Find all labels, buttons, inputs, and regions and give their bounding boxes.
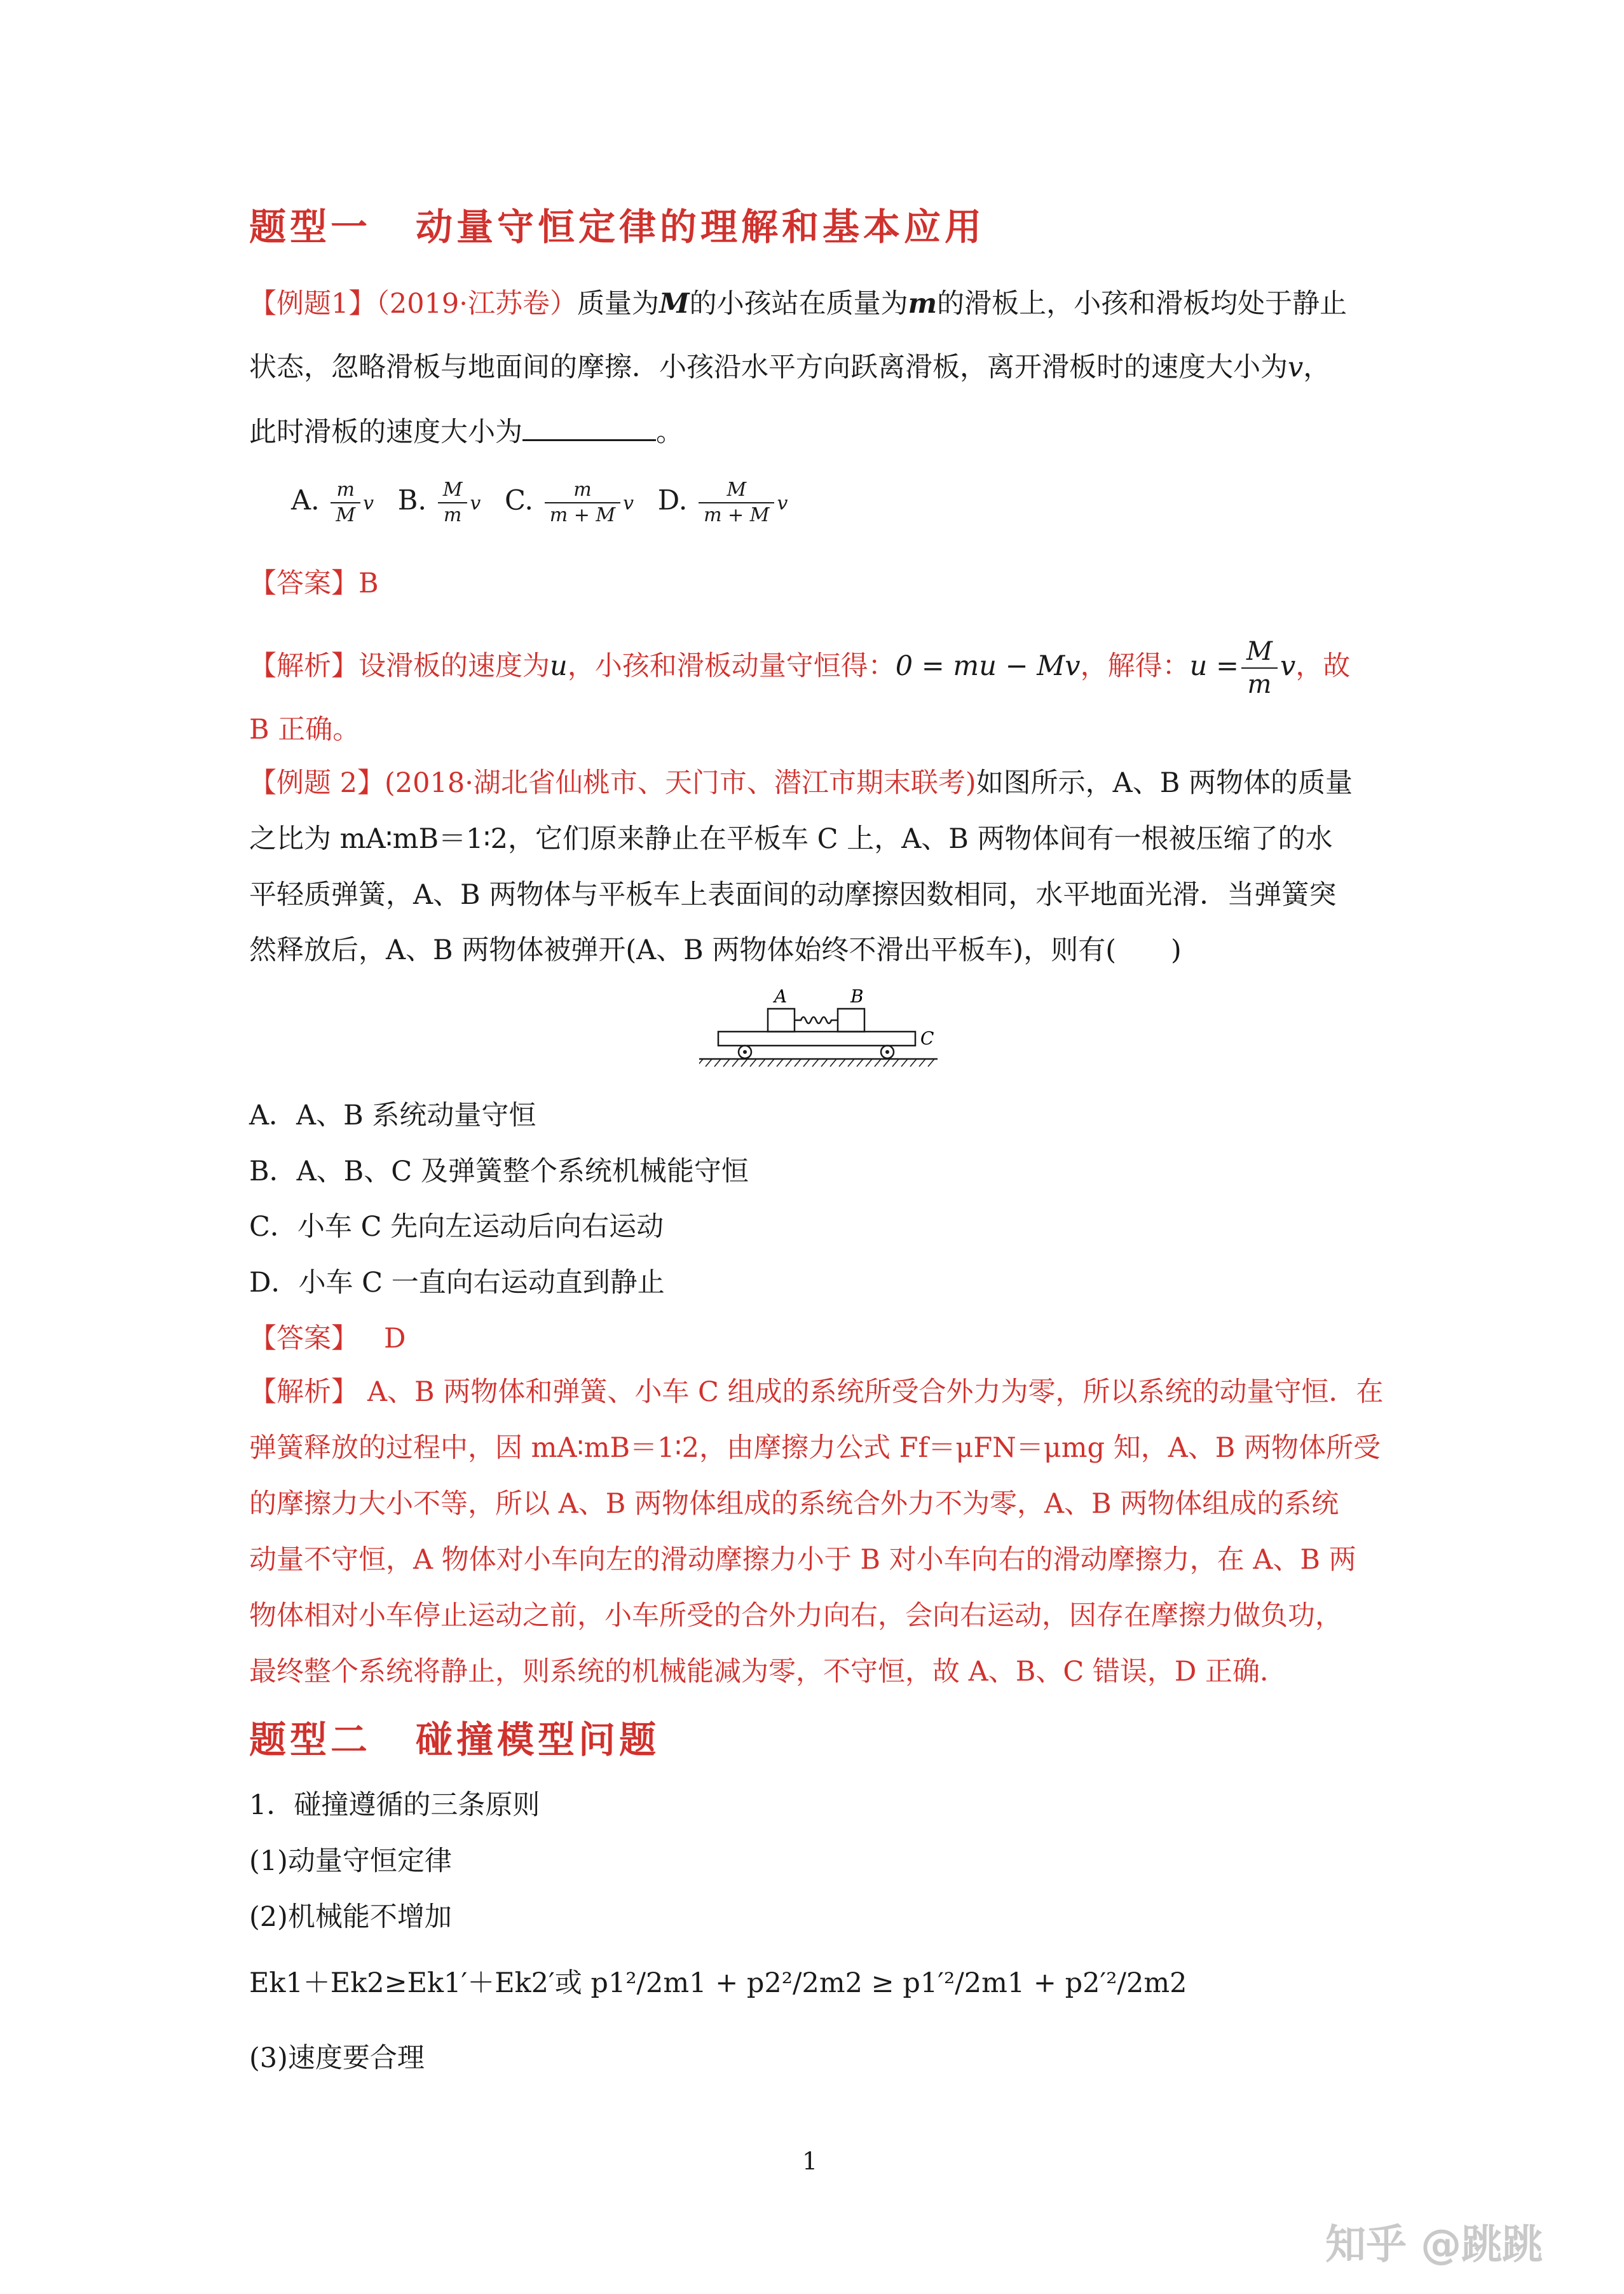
fraction-numerator: m [545,478,620,503]
example2-analysis-line3: 的摩擦力大小不等，所以 A、B 两物体组成的系统合外力不为零，A、B 两物体组成的系统 [249,1488,1339,1520]
option-label: A. [291,484,320,517]
analysis-text: 设滑板的速度为 [358,650,550,682]
equation: 0 = mu − Mv [895,650,1081,682]
var-m: m [908,288,938,320]
equation-fraction [1241,636,1278,700]
answer-value: D [384,1323,406,1355]
option-tail: v [470,492,481,515]
answer-tag: 【答案】 [249,568,358,599]
option-d [658,478,788,527]
example1-text: 状态，忽略滑板与地面间的摩擦．小孩沿水平方向跃离滑板，离开滑板时的速度大小为 [249,352,1288,383]
fraction-denominator: m + M [704,503,770,526]
label-c: C [920,1028,934,1049]
label-a: A [774,988,788,1007]
axle-right [885,1050,889,1054]
option-label: D. [657,484,688,517]
fraction-denominator: m [1247,670,1272,699]
example1-source: （2019·江苏卷） [376,288,577,320]
example2-line2: 之比为 mA∶mB＝1∶2，它们原来静止在平板车 C 上，A、B 两物体间有一根被压缩了的水 [249,823,1333,855]
example1-answer [249,564,379,603]
section-label: 题型二 [249,1718,372,1761]
fraction-denominator: M [336,503,356,526]
cart-board [718,1032,915,1046]
fraction-numerator: M [438,478,468,503]
example2-option-a: A．A、B 系统动量守恒 [249,1100,536,1131]
example1-line2 [249,348,1330,386]
var-M: M [658,288,690,320]
example1-text: 此时滑板的速度大小为 [249,416,522,448]
option-fraction [331,478,360,527]
section-title: 碰撞模型问题 [416,1718,660,1761]
analysis-text: ，解得： [1080,650,1190,682]
watermark: 知乎 @跳跳 [1325,2222,1543,2269]
spring [795,1017,838,1023]
example1-text: 质量为 [577,288,659,320]
answer-tag: 【答案】 [249,1323,358,1355]
example2-text: 如图所示，A、B 两物体的质量 [976,767,1353,799]
option-fraction [438,478,468,527]
example1-tag: 【例题1】 [249,288,376,320]
option-tail: v [623,492,634,515]
example2-analysis-line1 [249,1373,1384,1411]
option-fraction [545,478,620,527]
example1-text: 的滑板上，小孩和滑板均处于静止 [937,288,1348,320]
fraction-numerator: m [331,478,360,503]
fraction-numerator: M [1241,636,1278,669]
example1-analysis [249,636,1350,700]
rule-3: (3)速度要合理 [249,2042,425,2074]
example1-text: 。 [656,416,683,448]
example2-analysis-line2: 弹簧释放的过程中，因 mA∶mB＝1∶2，由摩擦力公式 Ff＝μFN＝μmg 知，A、B 两物体所受 [249,1432,1381,1464]
option-c [505,478,634,527]
example1-line3 [249,413,683,451]
analysis-text: ，小孩和滑板动量守恒得： [567,650,896,682]
example1-text: 的小孩站在质量为 [689,288,908,320]
section-heading-2 [249,1710,660,1763]
example1-analysis-end [249,711,360,749]
label-b: B [850,988,864,1007]
equation-lhs: u = [1189,650,1239,682]
fraction-denominator: m + M [549,503,616,526]
option-tail: v [363,492,374,515]
energy-formula: Ek1＋Ek2≥Ek1′＋Ek2′或 p1²/2m1 + p2²/2m2 ≥ p1′²/2m1 + p2′²/2m2 [249,1967,1187,1999]
var-v: v [1288,352,1304,383]
var-u: u [550,650,568,682]
analysis-text: A、B 两物体和弹簧、小车 C 组成的系统所受合外力为零，所以系统的动量守恒．在 [367,1376,1384,1408]
option-fraction [699,478,774,527]
example2-analysis-line6: 最终整个系统将静止，则系统的机械能减为零，不守恒，故 A、B、C 错误，D 正确． [249,1656,1288,1688]
example2-option-d: D．小车 C 一直向右运动直到静止 [249,1267,665,1299]
analysis-tag: 【解析】 [249,1376,358,1408]
example1-text: ， [1303,352,1331,383]
example1-line1 [249,285,1347,323]
ground-hatching [699,1059,934,1067]
fraction-denominator: m [443,503,462,526]
option-b [398,478,481,527]
example2-option-c: C．小车 C 先向左运动后向右运动 [249,1211,664,1243]
answer-blank [522,416,656,441]
rule-heading: 1．碰撞遵循的三条原则 [249,1789,540,1821]
example2-answer [249,1320,406,1358]
rule-2: (2)机械能不增加 [249,1901,452,1933]
example2-source: (2018·湖北省仙桃市、天门市、潜江市期末联考) [385,767,976,799]
example2-line4: 然释放后，A、B 两物体被弹开(A、B 两物体始终不滑出平板车)，则有( ) [249,934,1182,966]
analysis-text: ，故 [1295,650,1351,682]
option-label: B. [397,484,427,517]
example2-option-b: B．A、B、C 及弹簧整个系统机械能守恒 [249,1156,749,1187]
example2-tag: 【例题 2】 [249,767,385,799]
answer-value: B [358,568,379,599]
example2-line3: 平轻质弹簧，A、B 两物体与平板车上表面间的动摩擦因数相同，水平地面光滑．当弹簧突 [249,879,1337,911]
axle-left [743,1050,747,1054]
analysis-tag: 【解析】 [249,650,358,682]
example2-analysis-line4: 动量不守恒，A 物体对小车向左的滑动摩擦力小于 B 对小车向右的滑动摩擦力，在 A、B 两 [249,1544,1356,1576]
page-number: 1 [802,2147,818,2175]
example2-line1 [249,764,1353,802]
option-label: C. [505,484,534,517]
section-label: 题型一 [249,205,372,249]
fraction-numerator: M [699,478,774,503]
block-b [838,1009,864,1032]
block-a [768,1009,795,1032]
cart-diagram [699,988,941,1084]
option-tail: v [777,492,788,515]
analysis-text: B 正确。 [249,714,360,746]
rule-1: (1)动量守恒定律 [249,1845,452,1877]
equation-tail: v [1279,650,1296,682]
example1-options [291,478,803,527]
section-title: 动量守恒定律的理解和基本应用 [416,205,986,249]
example2-analysis-line5: 物体相对小车停止运动之前，小车所受的合外力向右，会向右运动，因存在摩擦力做负功， [249,1600,1342,1632]
option-a [291,478,374,527]
section-heading-1 [249,197,985,250]
